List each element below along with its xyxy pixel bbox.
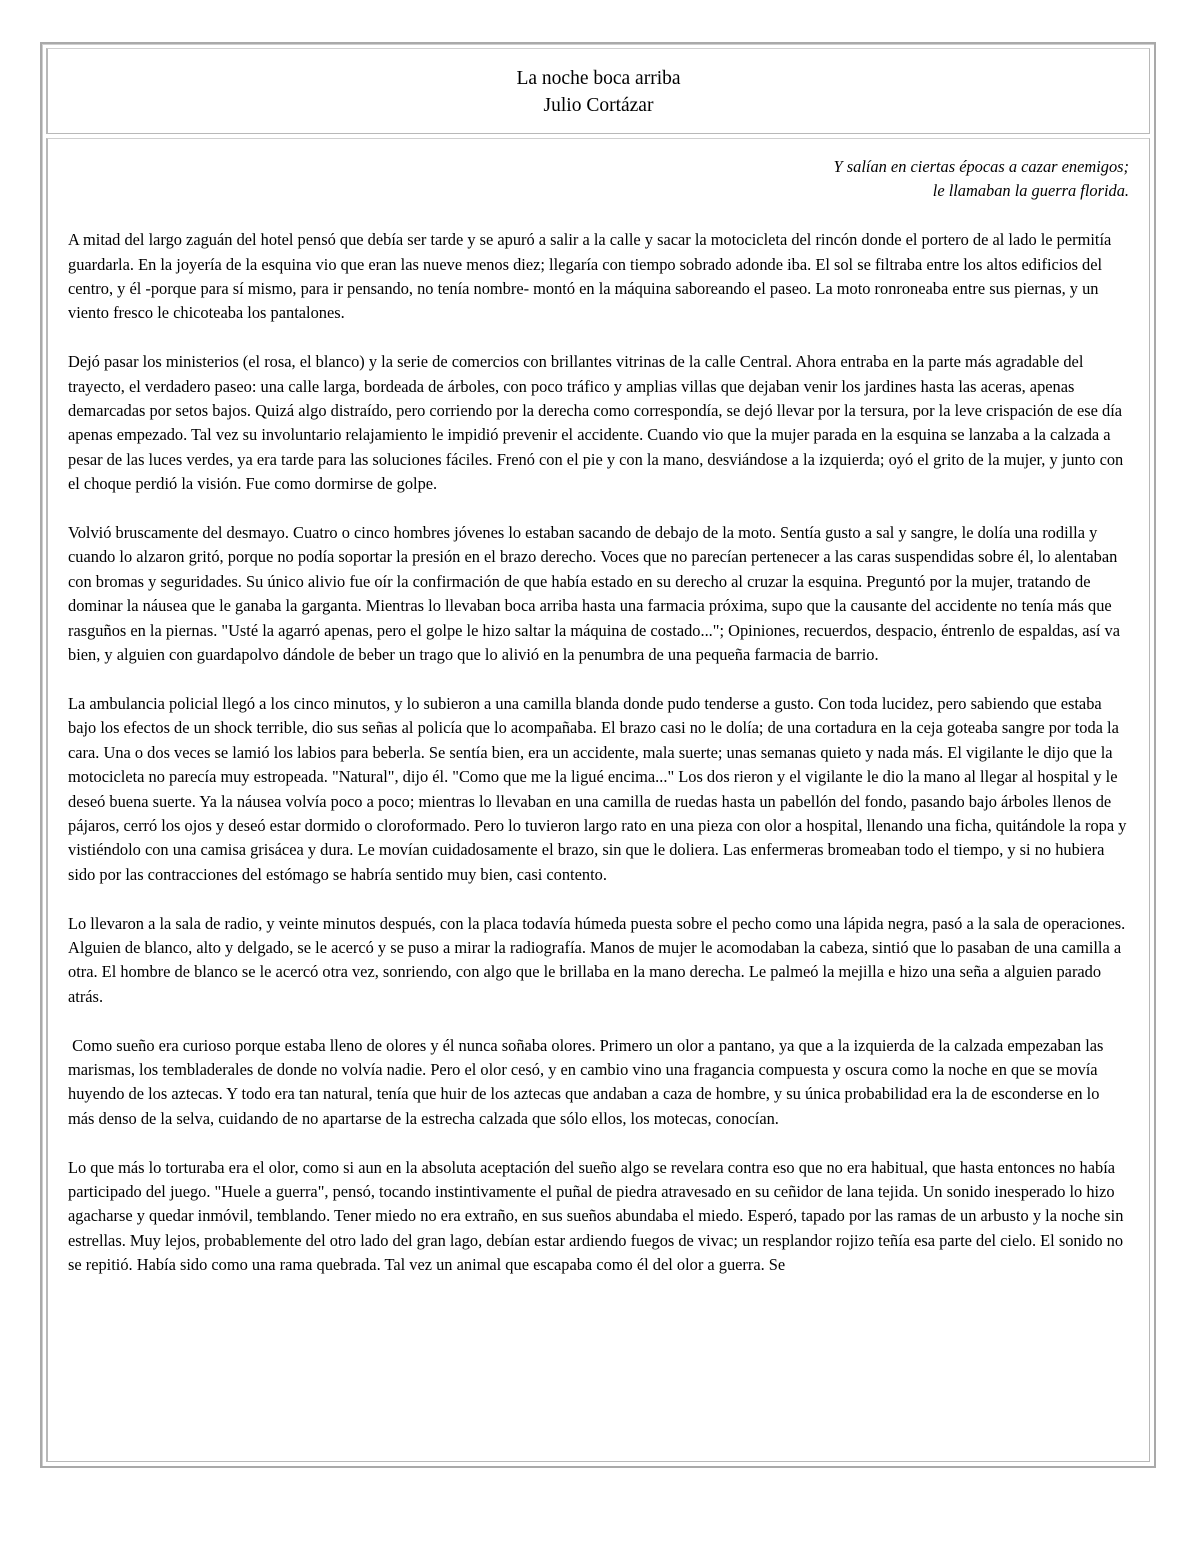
paragraph: Lo llevaron a la sala de radio, y veinte minutos después, con la placa todavía húmeda puesta sobre el pecho como una lápida negra, pasó a la sala de operaciones. Alguien de blanco, alto y delgado, se le acercó y se puso a mirar la radiografía. Manos de mujer le acomodaban la cabeza, sintió que lo pasaban de una camilla a otra. El hombre de blanco se le acercó otra vez, sonriendo, con algo que le brillaba en la mano derecha. Le palmeó la mejilla e hizo una seña a alguien parado atrás. (68, 913, 1126, 1006)
document-frame (40, 42, 1156, 1468)
story-title: La noche boca arriba (516, 68, 681, 89)
title-block (46, 48, 1150, 134)
paragraph: Lo que más lo torturaba era el olor, como si aun en la absoluta aceptación del sueño algo se revelara contra eso que no era habitual, que hasta entonces no había participado del juego. "Huele a guerra", pensó, tocando instintivamente el puñal de piedra atravesado en su ceñidor de lana tejida. Un sonido inesperado lo hizo agacharse y quedar inmóvil, temblando. Tener miedo no era extraño, en sus sueños abundaba el miedo. Esperó, tapado por las ramas de un arbusto y la noche sin estrellas. Muy lejos, probablemente del otro lado del gran lago, debían estar ardiendo fuegos de vivac; un resplandor rojizo teñía esa parte del cielo. El sonido no se repitió. Había sido como una rama quebrada. Tal vez un animal que escapaba como él del olor a guerra. Se (68, 1157, 1124, 1275)
paragraph: Como sueño era curioso porque estaba lleno de olores y él nunca soñaba olores. Primero un olor a pantano, ya que a la izquierda de la calzada empezaban las marismas, los tembladerales de donde no volvía nadie. Pero el olor cesó, y en cambio vino una fragancia compuesta y oscura como la noche en que se movía huyendo de los aztecas. Y todo era tan natural, tenía que huir de los aztecas que andaban a caza de hombre, y su única probabilidad era la de esconderse en lo más denso de la selva, cuidando de no apartarse de la estrecha calzada que sólo ellos, los motecas, conocían. (68, 1035, 1108, 1128)
epigraph (68, 155, 1129, 204)
epigraph-line: Y salían en ciertas épocas a cazar enemigos; (833, 157, 1129, 176)
paragraph: La ambulancia policial llegó a los cinco minutos, y lo subieron a una camilla blanda donde pudo tenderse a gusto. Con toda lucidez, pero sabiendo que estaba bajo los efectos de un shock terrible, dio sus señas al policía que lo acompañaba. El brazo casi no le dolía; de una cortadura en la ceja goteaba sangre por toda la cara. Una o dos veces se lamió los labios para beberla. Se sentía bien, era un accidente, mala suerte; unas semanas quieto y nada más. El vigilante le dijo que la motocicleta no parecía muy estropeada. "Natural", dijo él. "Como que me la ligué encima..." Los dos rieron y el vigilante le dio la mano al llegar al hospital y le deseó buena suerte. Ya la náusea volvía poco a poco; mientras lo llevaban en una camilla de ruedas hasta un pabellón del fondo, pasando bajo árboles llenos de pájaros, cerró los ojos y deseó estar dormido o cloroformado. Pero lo tuvieron largo rato en una pieza con olor a hospital, llenando una ficha, quitándole la ropa y vistiéndolo con una camisa grisácea y dura. Le movían cuidadosamente el brazo, sin que le doliera. Las enfermeras bromeaban todo el tiempo, y si no hubiera sido por las contracciones del estómago se habría sentido muy bien, casi contento. (68, 693, 1127, 884)
story-body (46, 138, 1150, 1462)
story-author: Julio Cortázar (543, 95, 654, 116)
paragraph: Dejó pasar los ministerios (el rosa, el blanco) y la serie de comercios con brillantes vitrinas de la calle Central. Ahora entraba en la parte más agradable del trayecto, el verdadero paseo: una calle larga, bordeada de árboles, con poco tráfico y amplias villas que dejaban venir los jardines hasta las aceras, apenas demarcadas por setos bajos. Quizá algo distraído, pero corriendo por la derecha como correspondía, se dejó llevar por la tersura, por la leve crispación de ese día apenas empezado. Tal vez su involuntario relajamiento le impidió prevenir el accidente. Cuando vio que la mujer parada en la esquina se lanzaba a la calzada a pesar de las luces verdes, ya era tarde para las soluciones fáciles. Frenó con el pie y con la mano, desviándose a la izquierda; oyó el grito de la mujer, y junto con el choque perdió la visión. Fue como dormirse de golpe. (68, 352, 1124, 494)
paragraph: Volvió bruscamente del desmayo. Cuatro o cinco hombres jóvenes lo estaban sacando de debajo de la moto. Sentía gusto a sal y sangre, le dolía una rodilla y cuando lo alzaron gritó, porque no podía soportar la presión en el brazo derecho. Voces que no parecían pertenecer a las caras suspendidas sobre él, lo alentaban con bromas y seguridades. Su único alivio fue oír la confirmación de que había estado en su derecho al cruzar la esquina. Preguntó por la mujer, tratando de dominar la náusea que le ganaba la garganta. Mientras lo llevaban boca arriba hasta una farmacia próxima, supo que la causante del accidente no tenía más que rasguños en la piernas. "Usté la agarró apenas, pero el golpe le hizo saltar la máquina de costado..."; Opiniones, recuerdos, despacio, éntrenlo de espaldas, así va bien, y alguien con guardapolvo dándole de beber un trago que lo alivió en la penumbra de una pequeña farmacia de barrio. (68, 523, 1121, 665)
epigraph-line: le llamaban la guerra florida. (932, 181, 1129, 201)
paragraph: A mitad del largo zaguán del hotel pensó que debía ser tarde y se apuró a salir a la calle y sacar la motocicleta del rincón donde el portero de al lado le permitía guardarla. En la joyería de la esquina vio que eran las nueve menos diez; llegaría con tiempo sobrado adonde iba. El sol se filtraba entre los altos edificios del centro, y él -porque para sí mismo, para ir pensando, no tenía nombre- montó en la máquina saboreando el paseo. La moto ronroneaba entre sus piernas, y un viento fresco le chicoteaba los pantalones. (68, 230, 1112, 323)
